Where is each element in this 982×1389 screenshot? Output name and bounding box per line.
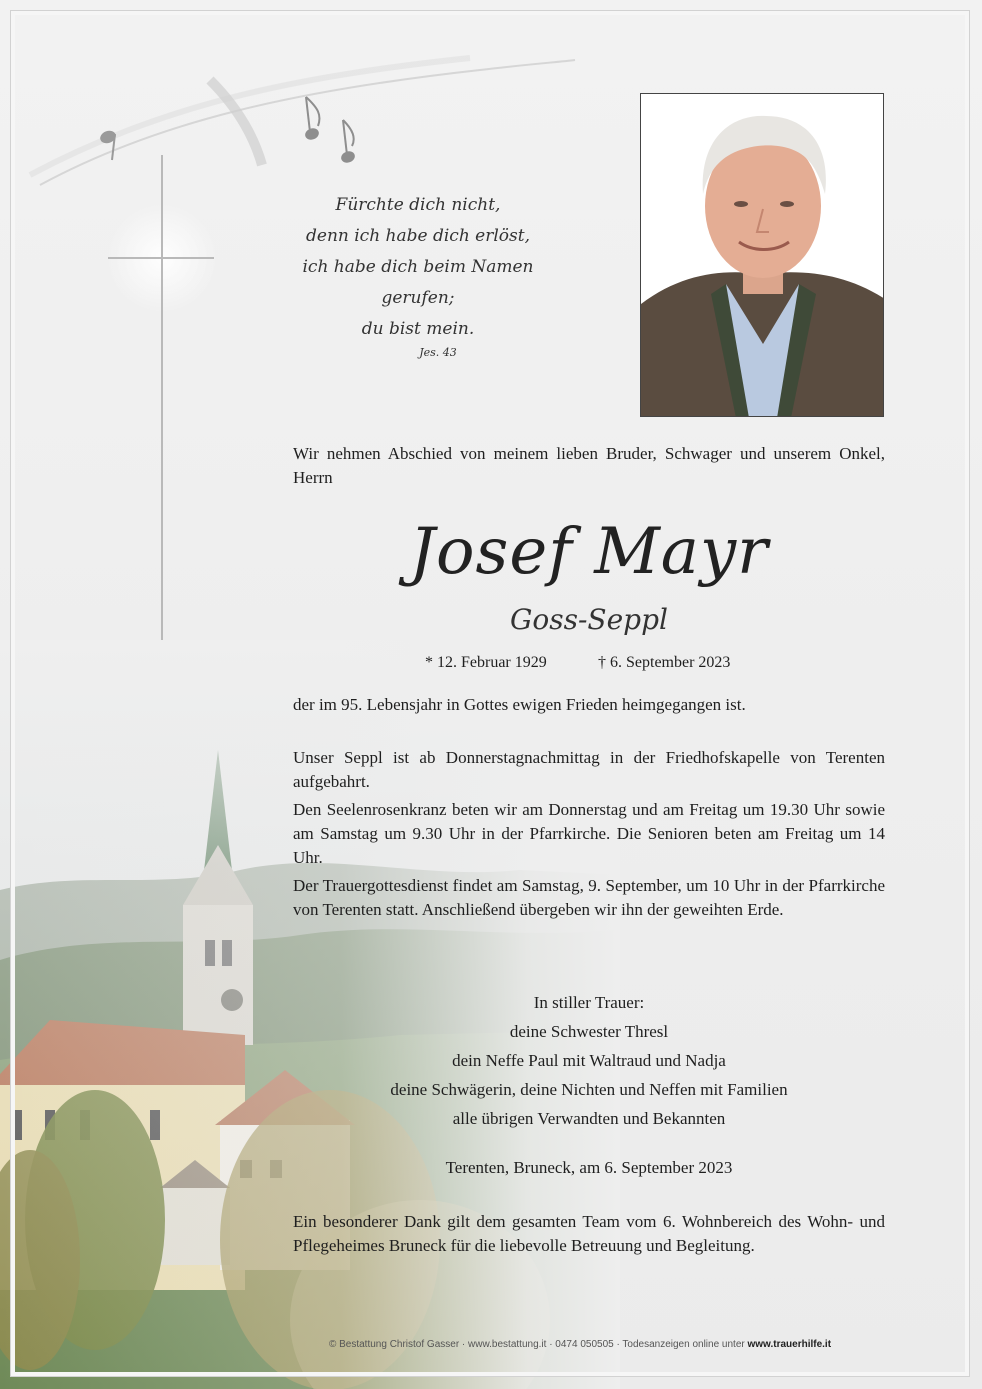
- bible-quote: [268, 190, 568, 361]
- passing-text: der im 95. Lebensjahr in Gottes ewigen Frieden heimgegangen ist.: [293, 695, 746, 714]
- mourner-line: deine Schwägerin, deine Nichten und Neffen mit Familien: [390, 1080, 788, 1099]
- deceased-nickname: Goss-Seppl: [510, 603, 668, 636]
- birth-date: * 12. Februar 1929: [425, 654, 547, 671]
- intro-text: Wir nehmen Abschied von meinem lieben Bruder, Schwager und unserem Onkel, Herrn: [293, 444, 885, 487]
- paragraph: Den Seelenrosenkranz beten wir am Donnerstag und am Freitag um 19.30 Uhr sowie am Samstag um 9.30 Uhr in der Pfarrkirche. Die Senioren beten am Freitag um 14 Uhr.: [293, 800, 885, 867]
- paragraph: Der Trauergottesdienst findet am Samstag, 9. September, um 10 Uhr in der Pfarrkirche von Terenten statt. Anschließend übergeben wir ihn der geweihten Erde.: [293, 876, 885, 919]
- music-note-icon: [340, 120, 357, 165]
- portrait-photo: [640, 93, 884, 417]
- deceased-name: Josef Mayr: [409, 515, 769, 589]
- footer-link[interactable]: www.trauerhilfe.it: [747, 1339, 832, 1350]
- paragraph: Unser Seppl ist ab Donnerstagnachmittag in der Friedhofskapelle von Terenten aufgebahrt.: [293, 748, 885, 791]
- music-note-icon: [304, 97, 321, 142]
- cross-icon: [107, 155, 217, 652]
- thanks-text: Ein besonderer Dank gilt dem gesamten Team vom 6. Wohnbereich des Wohn- und Pflegeheimes Bruneck für die liebevolle Betreuung und Begleitung.: [293, 1212, 885, 1255]
- quote-line: denn ich habe dich erlöst,: [306, 226, 530, 246]
- arrangements: [293, 746, 885, 926]
- quote-line: ich habe dich beim Namen gerufen;: [302, 257, 534, 308]
- footer: [300, 1339, 860, 1350]
- quote-line: Fürchte dich nicht,: [335, 195, 501, 215]
- death-date: † 6. September 2023: [598, 654, 731, 671]
- portrait-image: [641, 94, 884, 417]
- place-date: Terenten, Bruneck, am 6. September 2023: [445, 1158, 733, 1177]
- mourner-line: alle übrigen Verwandten und Bekannten: [452, 1109, 726, 1128]
- mourners-list: [293, 988, 885, 1133]
- quote-line: du bist mein.: [361, 319, 475, 339]
- mourner-line: dein Neffe Paul mit Waltraud und Nadja: [452, 1051, 726, 1070]
- quote-reference: Jes. 43: [419, 346, 457, 359]
- footer-text: © Bestattung Christof Gasser · www.bestattung.it · 0474 050505 · Todesanzeigen online unter: [328, 1339, 748, 1350]
- mourner-line: deine Schwester Thresl: [509, 1022, 669, 1041]
- mourner-line: In stiller Trauer:: [533, 993, 645, 1012]
